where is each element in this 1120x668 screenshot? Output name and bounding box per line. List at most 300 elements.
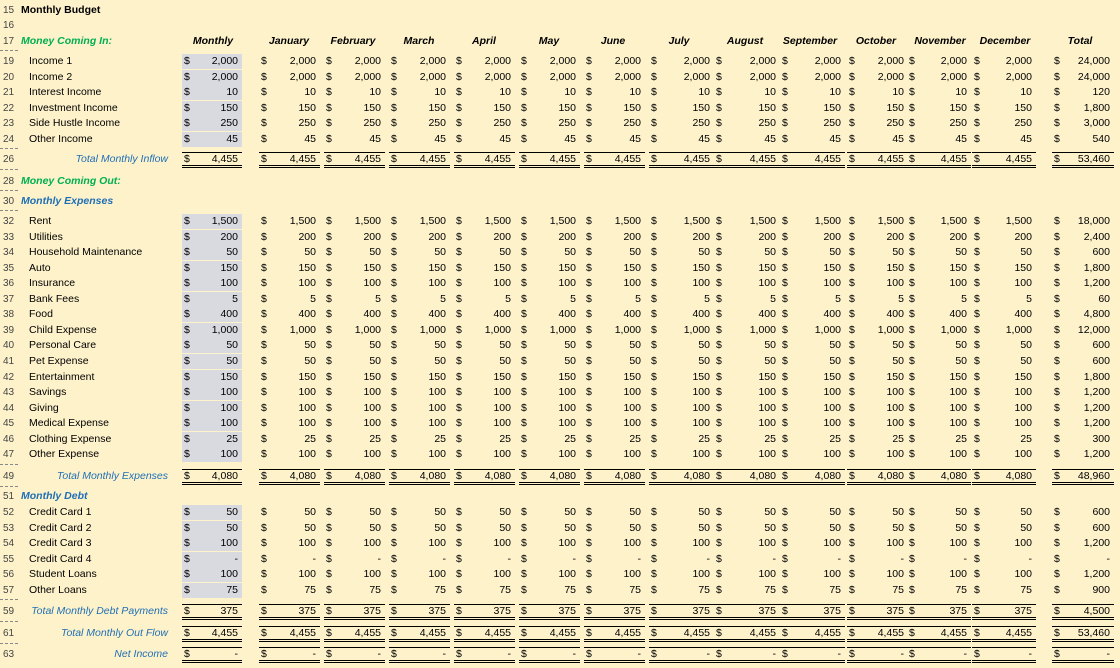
column-header-november[interactable]: November [914,35,966,47]
month-cell[interactable] [259,626,320,642]
month-cell[interactable] [324,416,385,431]
month-cell[interactable] [847,338,908,353]
month-cell[interactable] [847,70,908,85]
month-cell[interactable] [454,521,515,536]
month-cell[interactable] [259,447,320,462]
column-header-total[interactable]: Total [1067,35,1093,47]
month-cell[interactable] [389,567,450,582]
expense-label[interactable]: Giving [29,401,59,414]
month-cell[interactable] [454,432,515,447]
monthly-cell[interactable] [182,505,242,520]
month-cell[interactable] [780,583,845,598]
monthly-cell[interactable] [182,70,242,85]
month-cell[interactable] [519,604,580,620]
month-cell[interactable] [324,385,385,400]
monthly-cell[interactable] [182,338,242,353]
month-cell[interactable] [584,469,645,485]
monthly-cell[interactable] [182,626,242,642]
monthly-cell[interactable] [182,292,242,307]
month-cell[interactable] [972,132,1036,147]
month-cell[interactable] [972,385,1036,400]
month-cell[interactable] [389,432,450,447]
month-cell[interactable] [584,432,645,447]
month-cell[interactable] [519,521,580,536]
month-cell[interactable] [907,469,971,485]
debt-label[interactable]: Credit Card 1 [29,506,92,518]
monthly-cell[interactable] [182,647,242,663]
month-cell[interactable] [324,447,385,462]
month-cell[interactable] [847,385,908,400]
month-cell[interactable] [584,132,645,147]
debt-label[interactable]: Credit Card 4 [29,552,92,565]
month-cell[interactable] [714,447,780,462]
month-cell[interactable] [519,132,580,147]
monthly-cell[interactable] [182,261,242,276]
month-cell[interactable] [847,552,908,567]
month-cell[interactable] [847,116,908,131]
income-label[interactable]: Side Hustle Income [29,117,121,130]
month-cell[interactable] [584,245,645,260]
month-cell[interactable] [584,214,645,229]
row-number[interactable]: 49 [3,471,15,482]
month-cell[interactable] [714,338,780,353]
monthly-cell[interactable] [182,521,242,536]
column-header-june[interactable]: June [600,35,626,47]
month-cell[interactable] [972,469,1036,485]
month-cell[interactable] [519,214,580,229]
month-cell[interactable] [324,338,385,353]
month-cell[interactable] [972,447,1036,462]
month-cell[interactable] [907,505,971,520]
expense-label[interactable]: Entertainment [29,370,95,383]
month-cell[interactable] [649,261,714,276]
column-header-april[interactable]: April [472,35,496,47]
total-cell[interactable] [1052,70,1114,85]
total-cell[interactable] [1052,536,1114,551]
month-cell[interactable] [519,54,580,69]
month-cell[interactable] [649,307,714,322]
month-cell[interactable] [714,276,780,291]
month-cell[interactable] [324,469,385,485]
month-cell[interactable] [907,583,971,598]
month-cell[interactable] [649,323,714,338]
month-cell[interactable] [454,354,515,369]
month-cell[interactable] [389,505,450,520]
month-cell[interactable] [780,116,845,131]
month-cell[interactable] [584,354,645,369]
month-cell[interactable] [972,116,1036,131]
month-cell[interactable] [780,54,845,69]
month-cell[interactable] [649,54,714,69]
month-cell[interactable] [584,307,645,322]
month-cell[interactable] [972,214,1036,229]
expense-label[interactable]: Utilities [29,230,63,243]
month-cell[interactable] [780,338,845,353]
month-cell[interactable] [907,116,971,131]
row-number[interactable]: 38 [3,309,15,321]
month-cell[interactable] [519,85,580,100]
month-cell[interactable] [649,416,714,431]
total-cell[interactable] [1052,230,1114,245]
month-cell[interactable] [714,85,780,100]
month-cell[interactable] [649,70,714,85]
month-cell[interactable] [714,292,780,307]
month-cell[interactable] [649,647,714,663]
month-cell[interactable] [519,505,580,520]
total-cell[interactable] [1052,54,1114,69]
monthly-cell[interactable] [182,116,242,131]
month-cell[interactable] [454,583,515,598]
month-cell[interactable] [972,505,1036,520]
month-cell[interactable] [519,230,580,245]
month-cell[interactable] [454,245,515,260]
month-cell[interactable] [972,230,1036,245]
month-cell[interactable] [259,85,320,100]
month-cell[interactable] [259,354,320,369]
month-cell[interactable] [389,338,450,353]
column-header-february[interactable]: February [330,35,376,47]
month-cell[interactable] [780,626,845,642]
month-cell[interactable] [714,432,780,447]
row-number[interactable]: 42 [3,371,15,383]
month-cell[interactable] [519,626,580,642]
row-number[interactable]: 55 [3,553,15,565]
month-cell[interactable] [324,505,385,520]
row-number[interactable]: 17 [3,36,15,47]
month-cell[interactable] [907,647,971,663]
month-cell[interactable] [324,552,385,567]
month-cell[interactable] [389,647,450,663]
total-cell[interactable] [1052,385,1114,400]
month-cell[interactable] [389,152,450,168]
month-cell[interactable] [259,245,320,260]
month-cell[interactable] [780,85,845,100]
month-cell[interactable] [519,447,580,462]
debt-label[interactable]: Credit Card 3 [29,537,92,549]
month-cell[interactable] [519,401,580,416]
row-number[interactable]: 59 [3,606,15,617]
month-cell[interactable] [324,307,385,322]
month-cell[interactable] [847,85,908,100]
month-cell[interactable] [584,54,645,69]
month-cell[interactable] [847,132,908,147]
total-cell[interactable] [1052,370,1114,385]
month-cell[interactable] [649,385,714,400]
row-number[interactable]: 32 [3,216,15,227]
monthly-cell[interactable] [182,230,242,245]
month-cell[interactable] [780,245,845,260]
monthly-cell[interactable] [182,370,242,385]
month-cell[interactable] [389,401,450,416]
month-cell[interactable] [584,230,645,245]
month-cell[interactable] [714,261,780,276]
month-cell[interactable] [259,323,320,338]
month-cell[interactable] [847,323,908,338]
month-cell[interactable] [847,447,908,462]
month-cell[interactable] [847,261,908,276]
month-cell[interactable] [519,469,580,485]
month-cell[interactable] [519,101,580,116]
month-cell[interactable] [519,276,580,291]
column-header-september[interactable]: September [782,35,838,47]
month-cell[interactable] [519,292,580,307]
month-cell[interactable] [972,276,1036,291]
row-number[interactable]: 46 [3,433,15,445]
month-cell[interactable] [972,416,1036,431]
expense-label[interactable]: Clothing Expense [29,432,112,445]
month-cell[interactable] [907,230,971,245]
month-cell[interactable] [649,132,714,147]
month-cell[interactable] [324,292,385,307]
month-cell[interactable] [519,152,580,168]
month-cell[interactable] [847,536,908,551]
expense-label[interactable]: Other Expense [29,448,100,461]
month-cell[interactable] [649,536,714,551]
month-cell[interactable] [714,401,780,416]
month-cell[interactable] [519,354,580,369]
month-cell[interactable] [649,447,714,462]
monthly-cell[interactable] [182,307,242,322]
month-cell[interactable] [649,583,714,598]
month-cell[interactable] [454,647,515,663]
month-cell[interactable] [389,552,450,567]
month-cell[interactable] [907,132,971,147]
column-header-march[interactable]: March [403,35,435,47]
month-cell[interactable] [714,647,780,663]
month-cell[interactable] [714,245,780,260]
month-cell[interactable] [389,101,450,116]
month-cell[interactable] [389,54,450,69]
income-label[interactable]: Income 2 [29,70,73,83]
month-cell[interactable] [780,132,845,147]
month-cell[interactable] [780,292,845,307]
month-cell[interactable] [780,370,845,385]
month-cell[interactable] [714,604,780,620]
month-cell[interactable] [324,85,385,100]
month-cell[interactable] [649,354,714,369]
month-cell[interactable] [649,626,714,642]
month-cell[interactable] [907,70,971,85]
month-cell[interactable] [780,385,845,400]
month-cell[interactable] [847,214,908,229]
month-cell[interactable] [389,214,450,229]
month-cell[interactable] [584,626,645,642]
month-cell[interactable] [847,626,908,642]
row-number[interactable]: 47 [3,449,15,461]
month-cell[interactable] [324,70,385,85]
row-number[interactable]: 44 [3,402,15,414]
month-cell[interactable] [324,276,385,291]
month-cell[interactable] [259,132,320,147]
expense-label[interactable]: Child Expense [29,323,97,336]
month-cell[interactable] [972,323,1036,338]
month-cell[interactable] [259,385,320,400]
row-number[interactable]: 24 [3,134,15,145]
month-cell[interactable] [389,292,450,307]
row-number[interactable]: 61 [3,628,15,639]
month-cell[interactable] [907,552,971,567]
month-cell[interactable] [972,292,1036,307]
month-cell[interactable] [907,370,971,385]
row-number[interactable]: 40 [3,340,15,352]
month-cell[interactable] [324,432,385,447]
monthly-cell[interactable] [182,54,242,69]
month-cell[interactable] [259,432,320,447]
month-cell[interactable] [780,70,845,85]
total-cell[interactable] [1052,85,1114,100]
month-cell[interactable] [324,583,385,598]
month-cell[interactable] [714,626,780,642]
month-cell[interactable] [972,261,1036,276]
month-cell[interactable] [454,416,515,431]
month-cell[interactable] [847,370,908,385]
expense-label[interactable]: Bank Fees [29,292,80,305]
month-cell[interactable] [714,469,780,485]
month-cell[interactable] [972,626,1036,642]
month-cell[interactable] [454,132,515,147]
total-cell[interactable] [1052,416,1114,431]
month-cell[interactable] [324,132,385,147]
month-cell[interactable] [584,101,645,116]
month-cell[interactable] [584,385,645,400]
month-cell[interactable] [259,230,320,245]
month-cell[interactable] [714,70,780,85]
expense-label[interactable]: Food [29,308,53,321]
total-cell[interactable] [1052,338,1114,353]
row-number[interactable]: 51 [3,491,15,502]
month-cell[interactable] [584,552,645,567]
debt-label[interactable]: Credit Card 2 [29,521,92,534]
row-number[interactable]: 36 [3,278,15,290]
total-cell[interactable] [1052,354,1114,369]
month-cell[interactable] [972,536,1036,551]
month-cell[interactable] [519,261,580,276]
month-cell[interactable] [259,536,320,551]
expense-label[interactable]: Personal Care [29,339,97,352]
month-cell[interactable] [847,567,908,582]
month-cell[interactable] [714,54,780,69]
total-cell[interactable] [1052,214,1114,229]
month-cell[interactable] [714,536,780,551]
monthly-cell[interactable] [182,385,242,400]
month-cell[interactable] [714,214,780,229]
monthly-cell[interactable] [182,85,242,100]
month-cell[interactable] [389,354,450,369]
month-cell[interactable] [780,307,845,322]
total-cell[interactable] [1052,447,1114,462]
month-cell[interactable] [972,583,1036,598]
month-cell[interactable] [972,432,1036,447]
month-cell[interactable] [907,416,971,431]
total-cell[interactable] [1052,401,1114,416]
month-cell[interactable] [389,536,450,551]
month-cell[interactable] [454,323,515,338]
income-label[interactable]: Other Income [29,133,93,145]
total-cell[interactable] [1052,276,1114,291]
month-cell[interactable] [259,647,320,663]
month-cell[interactable] [972,338,1036,353]
month-cell[interactable] [454,261,515,276]
row-number[interactable]: 35 [3,262,15,274]
month-cell[interactable] [389,370,450,385]
month-cell[interactable] [847,292,908,307]
row-number[interactable]: 39 [3,324,15,336]
month-cell[interactable] [259,521,320,536]
monthly-cell[interactable] [182,152,242,168]
month-cell[interactable] [649,552,714,567]
month-cell[interactable] [780,401,845,416]
month-cell[interactable] [259,604,320,620]
column-header-january[interactable]: January [268,35,310,47]
month-cell[interactable] [519,385,580,400]
month-cell[interactable] [780,101,845,116]
month-cell[interactable] [454,536,515,551]
month-cell[interactable] [259,152,320,168]
month-cell[interactable] [972,401,1036,416]
month-cell[interactable] [847,101,908,116]
total-cell[interactable] [1052,152,1114,168]
month-cell[interactable] [649,214,714,229]
month-cell[interactable] [584,292,645,307]
month-cell[interactable] [907,385,971,400]
month-cell[interactable] [649,276,714,291]
month-cell[interactable] [907,521,971,536]
month-cell[interactable] [259,261,320,276]
month-cell[interactable] [324,261,385,276]
month-cell[interactable] [649,432,714,447]
month-cell[interactable] [389,230,450,245]
row-number[interactable]: 16 [3,20,15,31]
month-cell[interactable] [324,354,385,369]
row-number[interactable]: 15 [3,5,15,16]
month-cell[interactable] [324,536,385,551]
month-cell[interactable] [907,401,971,416]
monthly-cell[interactable] [182,567,242,582]
month-cell[interactable] [714,307,780,322]
total-cell[interactable] [1052,292,1114,307]
month-cell[interactable] [649,370,714,385]
month-cell[interactable] [714,323,780,338]
monthly-cell[interactable] [182,469,242,485]
month-cell[interactable] [972,307,1036,322]
month-cell[interactable] [780,447,845,462]
month-cell[interactable] [259,567,320,582]
month-cell[interactable] [389,307,450,322]
month-cell[interactable] [454,604,515,620]
month-cell[interactable] [847,521,908,536]
expense-label[interactable]: Insurance [29,277,76,290]
month-cell[interactable] [259,54,320,69]
expense-label[interactable]: Rent [29,215,52,227]
month-cell[interactable] [454,567,515,582]
month-cell[interactable] [324,370,385,385]
row-number[interactable]: 21 [3,87,15,99]
month-cell[interactable] [454,338,515,353]
month-cell[interactable] [907,536,971,551]
month-cell[interactable] [780,323,845,338]
month-cell[interactable] [454,214,515,229]
month-cell[interactable] [389,261,450,276]
expense-label[interactable]: Pet Expense [29,354,89,367]
month-cell[interactable] [907,261,971,276]
row-number[interactable]: 22 [3,102,15,114]
month-cell[interactable] [584,338,645,353]
row-number[interactable]: 26 [3,154,15,165]
month-cell[interactable] [519,552,580,567]
month-cell[interactable] [454,230,515,245]
total-cell[interactable] [1052,307,1114,322]
month-cell[interactable] [907,604,971,620]
